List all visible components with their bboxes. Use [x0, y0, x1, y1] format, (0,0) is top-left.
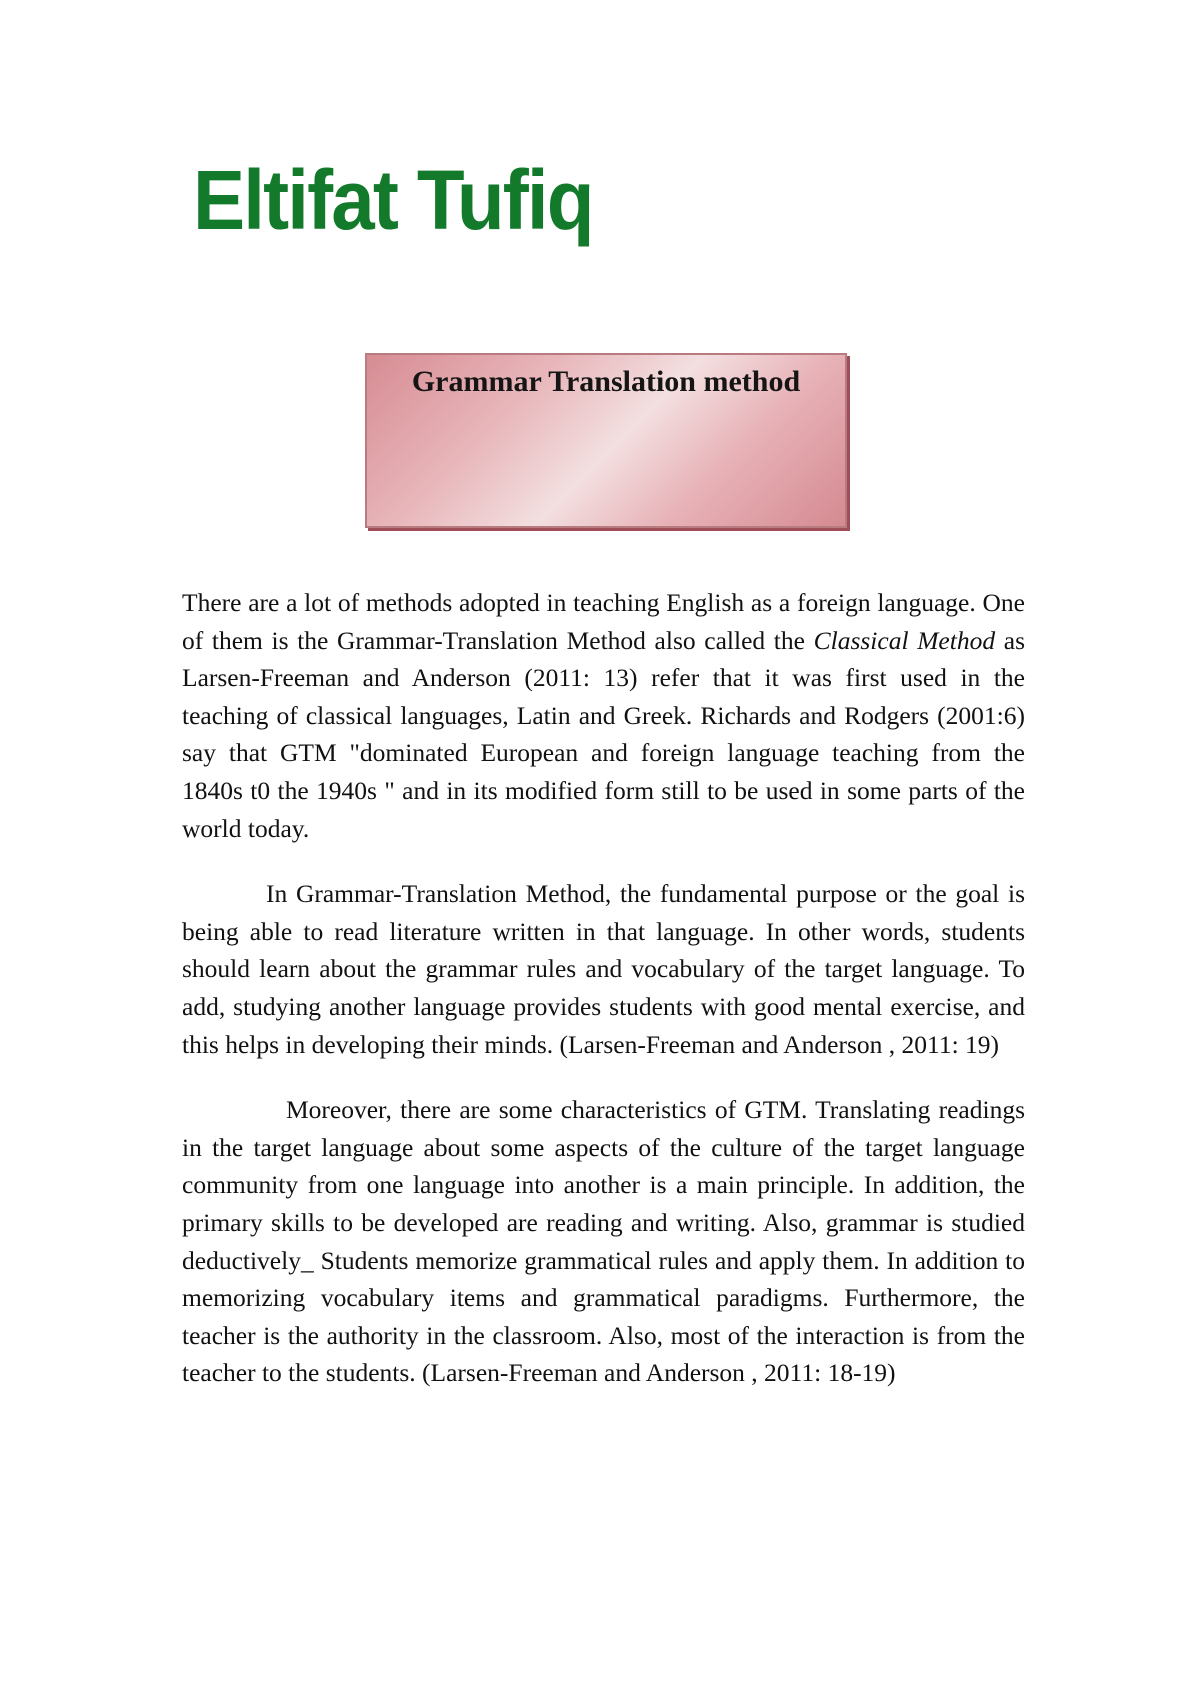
paragraph-1-text-end: as Larsen-Freeman and Anderson (2011: 13) refer that it was first used in the teaching of classical languages, Latin and Greek. Richards and Rodgers (2001:6) say that GTM "dominated European and foreign language teaching from the 1840s t0 the 1940s " and in its modified form still to be used in some parts of the world today.: [182, 625, 1025, 843]
paragraph-1: [182, 584, 1025, 847]
author-name: Eltifat Tufiq: [193, 153, 593, 247]
paragraph-1-text-start: There are a lot of methods adopted in teaching English as a foreign language. One of them is the Grammar-Translation Method also called the: [182, 588, 1025, 655]
body-text: [182, 584, 1025, 1392]
classical-method-emphasis: Classical Method: [813, 625, 996, 655]
paragraph-3: Moreover, there are some characteristics of GTM. Translating readings in the target language about some aspects of the culture of the target language community from one language into another is a main principle. In addition, the primary skills to be developed are reading and writing. Also, grammar is studied deductively_ Students memorize grammatical rules and apply them. In addition to memorizing vocabulary items and grammatical paradigms. Furthermore, the teacher is the authority in the classroom. Also, most of the interaction is from the teacher to the students. (Larsen-Freeman and Anderson , 2011: 18-19): [182, 1095, 1025, 1388]
title-box: [365, 353, 847, 528]
paragraph-2: In Grammar-Translation Method, the fundamental purpose or the goal is being able to read literature written in that language. In other words, students should learn about the grammar rules and vocabulary of the target language. To add, studying another language provides students with good mental exercise, and this helps in developing their minds. (Larsen-Freeman and Anderson , 2011: 19): [182, 879, 1025, 1059]
document-title: Grammar Translation method: [411, 365, 801, 398]
